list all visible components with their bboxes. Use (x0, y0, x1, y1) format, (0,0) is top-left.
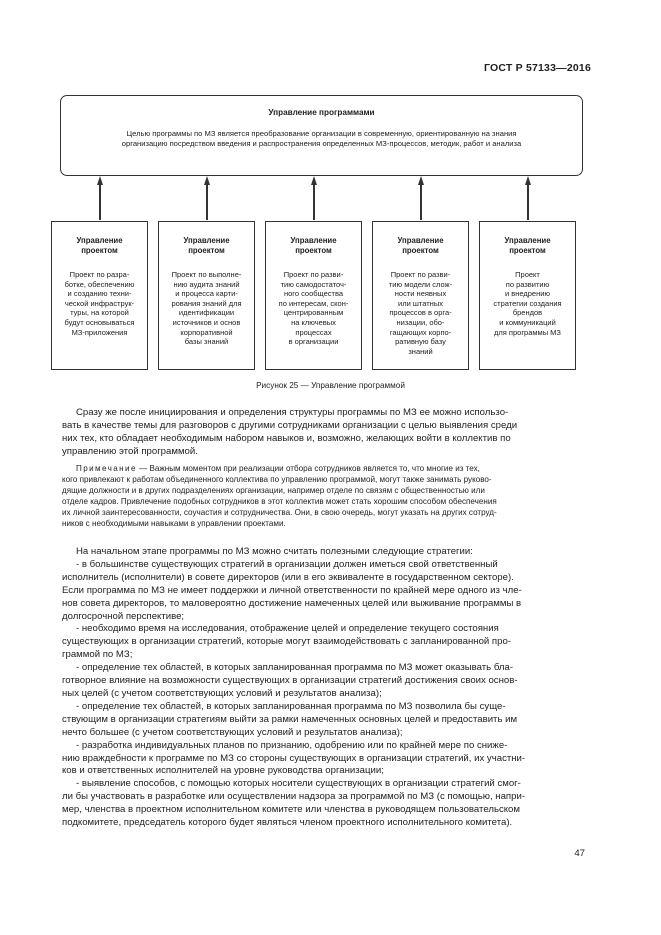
figure-caption: Рисунок 25 — Управление программой (256, 381, 405, 390)
strategy-item: - определение тех областей, в которых запланированная программа по МЗ может оказывать бла- готворное влияние на возможности существующих в организации стратегий достижения своих основ- ных целей (с учетом соответствующих условий и результатов анализа); (62, 662, 518, 699)
note-block (62, 464, 582, 529)
note-paragraph (62, 464, 582, 529)
page-number: 47 (574, 848, 585, 859)
note-text: — Важным моментом при реализации отбора сотрудников является то, что многие из тех, кого привлекают к работам объединенного коллектива по управлению программой, могут также занимать руково- дящие должности и в других подразделениях организации, например отделе по связям с общественностью или отделе кадров. Привлечение подобных сотрудников в этот коллектив может стать хорошим способом обеспечения их личной заинтересованности, соучастия и сотрудничества. Они, в свою очередь, могут указать на других сотруд- ников с необходимыми навыками в управлении проектами. (62, 464, 497, 528)
project-title: Управление проектом (290, 236, 337, 255)
connector-line (527, 184, 528, 220)
project-box-4 (372, 221, 469, 370)
connector-line (99, 184, 100, 220)
project-box-2 (158, 221, 255, 370)
project-title: Управление проектом (183, 236, 230, 255)
connector-line (206, 184, 207, 220)
project-description: Проект по развитию и внедрению стратегии создания брендов и коммуникаций для программы МЗ (493, 270, 562, 337)
document-code: ГОСТ Р 57133—2016 (483, 62, 591, 74)
program-management-box (60, 95, 583, 176)
strategies-intro: На начальном этапе программы по МЗ можно считать полезными следующие стратегии: (76, 546, 473, 557)
project-title: Управление проектом (397, 236, 444, 255)
project-description: Проект по разви- тию самодостаточ- ного сообщества по интересам, скон- центрированным на ключевых процессах в организации (278, 270, 349, 347)
strategy-item: - в большинстве существующих стратегий в организации должен иметься свой ответственный исполнитель (исполнители) в совете директоров (или в его эквиваленте в государственном секторе). Если программа по МЗ не имеет поддержки и личной ответственности по крайней мере одного из чле- нов совета директоров, то маловероятно достижение намеченных целей или выживание программы в долгосрочной перспективе; (62, 558, 522, 622)
intro-paragraph: Сразу же после инициирования и определения структуры программы по МЗ ее можно использо- вать в качестве темы для разговоров с другими сотрудниками организации с целью выявления среди них тех, кто обладает необходимым набором навыков и, возможно, желающих войти в коллектив по управлению этой программой. (62, 407, 518, 457)
project-description: Проект по разра- ботке, обеспечению и созданию техни- ческой инфраструк- туры, на которой будут основываться МЗ-приложения (64, 270, 135, 337)
connector-line (313, 184, 314, 220)
strategy-item: - необходимо время на исследования, отображение целей и определение текущего состояния существующих в организации стратегий, которые могут взаимодействовать с запланированной про- граммой по МЗ; (62, 623, 511, 661)
project-title: Управление проектом (76, 236, 123, 255)
program-management-figure (0, 0, 661, 400)
strategy-item: - разработка индивидуальных планов по признанию, одобрению или по крайней мере по сниже- нию враждебности к программе по МЗ со стороны существующих в организации стратегий, их участни- ков и ответственных исполнителей на уровне руководства организации; (62, 739, 526, 777)
strategy-item: - выявление способов, с помощью которых носители существующих в организации стратегий смог- ли бы участвовать в разработке или осуществлении надзора за программой по МЗ (с помощью, напри- мер, членства в проектном исполнительном комитете или членства в руководящем пользовательском подкомитете, председатель которого будет являться членом проектного исполнительного комитета). (62, 778, 526, 829)
note-label: Примечание (76, 464, 137, 473)
strategy-item: - определение тех областей, в которых запланированная программа по МЗ позволила бы суще- ствующим в организации стратегиям выйти за рамки намеченных основных целей и предоставить им нечто большее (с учетом соответствующих условий и результатов анализа); (62, 700, 518, 738)
project-box-3 (265, 221, 362, 370)
intro-paragraph-block (62, 407, 582, 459)
project-title: Управление проектом (504, 236, 551, 255)
program-management-text: Целью программы по МЗ является преобразование организации в современную, ориентированную на знания организацию посредством введения и распространения определенных МЗ-процессов, методик, работ и анализа (121, 129, 522, 149)
project-description: Проект по выполне- нию аудита знаний и процесса карти- рования знаний для идентификации источников и основ корпоративной базы знаний (171, 270, 242, 347)
project-description: Проект по разви- тию модели слож- ности неявных или штатных процессов в орга- низации, обо- гащающих корпо- ративную базу знаний (388, 270, 453, 356)
connector-line (420, 184, 421, 220)
strategies-block (62, 546, 582, 830)
program-management-title: Управление программами (268, 108, 375, 117)
project-box-1 (51, 221, 148, 370)
project-box-5 (479, 221, 576, 370)
